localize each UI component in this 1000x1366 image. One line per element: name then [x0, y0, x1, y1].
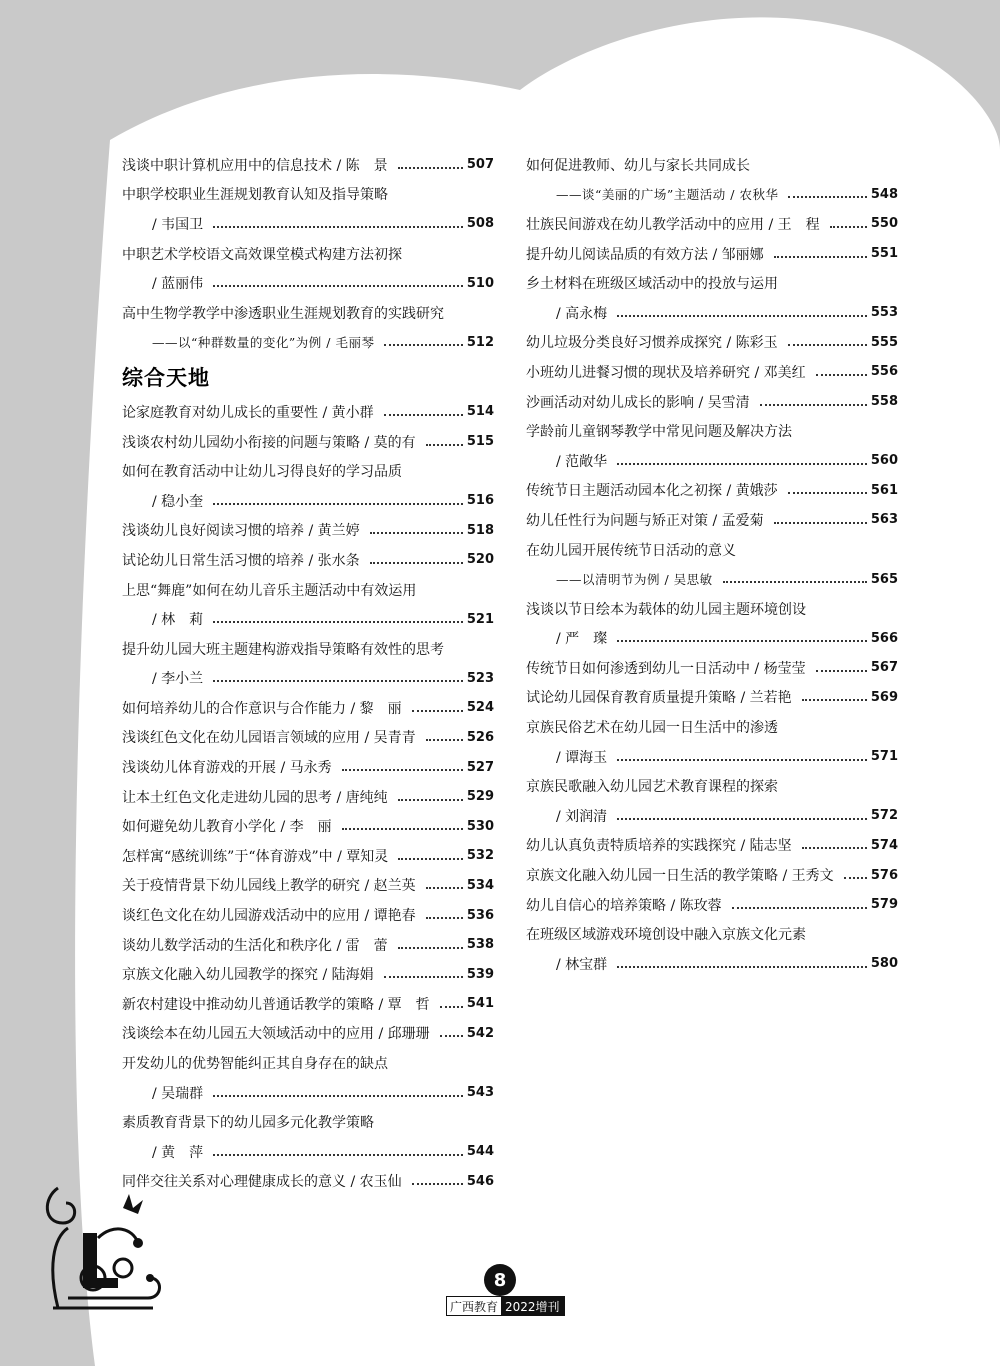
toc-entry-title: 开发幼儿的优势智能纠正其自身存在的缺点	[122, 1056, 388, 1073]
toc-entry[interactable]	[526, 150, 898, 180]
toc-entry-title: 沙画活动对幼儿成长的影响 / 吴雪清	[526, 394, 750, 411]
toc-page-number: 510	[466, 275, 494, 291]
toc-entry[interactable]	[122, 664, 494, 694]
dot-leader	[816, 374, 867, 376]
toc-page-number: 556	[870, 364, 898, 380]
toc-entry[interactable]	[122, 456, 494, 486]
toc-page-number: 515	[466, 434, 494, 450]
toc-entry[interactable]	[122, 298, 494, 328]
toc-entry[interactable]	[122, 841, 494, 871]
toc-entry[interactable]	[526, 180, 898, 210]
toc-page-number: 536	[466, 907, 494, 923]
dot-leader	[723, 581, 867, 583]
toc-entry-title: 京族文化融入幼儿园教学的探究 / 陆海娟	[122, 967, 374, 984]
toc-entry-title: 浅谈幼儿良好阅读习惯的培养 / 黄兰婷	[122, 523, 360, 540]
toc-entry-title: 在班级区域游戏环境创设中融入京族文化元素	[526, 927, 806, 944]
toc-entry[interactable]	[526, 831, 898, 861]
toc-entry-title: 乡土材料在班级区域活动中的投放与运用	[526, 276, 778, 293]
toc-entry[interactable]	[122, 545, 494, 575]
toc-entry[interactable]	[122, 180, 494, 210]
toc-entry[interactable]	[122, 989, 494, 1019]
dot-leader	[774, 256, 867, 258]
toc-entry[interactable]	[122, 397, 494, 427]
toc-entry[interactable]	[122, 516, 494, 546]
toc-entry[interactable]	[122, 1137, 494, 1167]
toc-entry-title: 浅谈中职计算机应用中的信息技术 / 陈 景	[122, 157, 388, 174]
toc-entry-title: 幼儿自信心的培养策略 / 陈玫蓉	[526, 897, 722, 914]
toc-entry-subtitle: ——谈“美丽的广场”主题活动 / 农秋华	[556, 187, 779, 203]
toc-page-number: 516	[466, 493, 494, 509]
toc-page-number: 563	[870, 512, 898, 528]
toc-page-number: 567	[870, 660, 898, 676]
toc-entry-title: 新农村建设中推动幼儿普通话教学的策略 / 覃 哲	[122, 996, 430, 1013]
toc-page-number: 558	[870, 394, 898, 410]
journal-issue: 2022增刊	[501, 1297, 564, 1315]
toc-entry-title: 幼儿认真负责特质培养的实践探究 / 陆志坚	[526, 838, 792, 855]
toc-page-number: 507	[466, 157, 494, 173]
toc-entry[interactable]	[526, 712, 898, 742]
toc-entry-title: 浅谈幼儿体育游戏的开展 / 马永秀	[122, 760, 332, 777]
dot-leader	[370, 562, 463, 564]
section-title: 综合天地	[122, 366, 210, 391]
toc-page-number: 551	[870, 246, 898, 262]
toc-page-number: 524	[466, 700, 494, 716]
toc-page-number: 561	[870, 482, 898, 498]
toc-entry-author: / 韦国卫	[152, 216, 204, 233]
page-number-badge: 8	[484, 1264, 516, 1296]
dot-leader	[213, 285, 463, 287]
toc-entry[interactable]	[122, 604, 494, 634]
toc-entry[interactable]	[122, 959, 494, 989]
toc-entry[interactable]	[122, 1048, 494, 1078]
toc-page-number: 579	[870, 897, 898, 913]
toc-page-number: 532	[466, 848, 494, 864]
toc-entry[interactable]	[122, 209, 494, 239]
toc-entry[interactable]	[122, 486, 494, 516]
toc-page-number: 534	[466, 877, 494, 893]
dot-leader	[213, 680, 463, 682]
toc-page-number: 508	[466, 216, 494, 232]
toc-entry[interactable]	[122, 782, 494, 812]
toc-entry[interactable]	[526, 209, 898, 239]
toc-entry[interactable]	[526, 890, 898, 920]
dot-leader	[412, 710, 463, 712]
toc-entry-title: 壮族民间游戏在幼儿教学活动中的应用 / 王 程	[526, 216, 820, 233]
dot-leader	[426, 444, 463, 446]
toc-entry-title: 关于疫情背景下幼儿园线上教学的研究 / 赵兰英	[122, 878, 416, 895]
toc-page-number: 512	[466, 334, 494, 350]
toc-entry[interactable]	[122, 268, 494, 298]
journal-name: 广西教育	[447, 1297, 501, 1315]
toc-entry[interactable]	[122, 150, 494, 180]
toc-entry-title: 上思“舞鹿”如何在幼儿音乐主题活动中有效运用	[122, 582, 417, 599]
toc-page-number: 518	[466, 522, 494, 538]
dot-leader	[802, 699, 867, 701]
dot-leader	[213, 226, 463, 228]
dot-leader	[844, 877, 867, 879]
toc-page-number: 523	[466, 670, 494, 686]
toc-page-number: 571	[870, 749, 898, 765]
toc-entry-title: 谈红色文化在幼儿园游戏活动中的应用 / 谭艳春	[122, 908, 416, 925]
toc-entry-title: 京族民歌融入幼儿园艺术教育课程的探索	[526, 779, 778, 796]
toc-page-number: 538	[466, 937, 494, 953]
toc-entry[interactable]	[122, 752, 494, 782]
toc-entry[interactable]	[526, 535, 898, 565]
toc-page-number: 569	[870, 689, 898, 705]
toc-entry[interactable]	[122, 693, 494, 723]
toc-page-number: 574	[870, 837, 898, 853]
dot-leader	[774, 522, 867, 524]
toc-entry[interactable]	[122, 811, 494, 841]
toc-entry-author: / 高永梅	[556, 305, 608, 322]
toc-column-left	[122, 150, 494, 1196]
toc-entry[interactable]	[122, 723, 494, 753]
toc-entry-title: 浅谈绘本在幼儿园五大领域活动中的应用 / 邱珊珊	[122, 1026, 430, 1043]
floral-corner-ornament-icon	[38, 1168, 168, 1318]
toc-entry-title: 同伴交往关系对心理健康成长的意义 / 农玉仙	[122, 1174, 402, 1191]
dot-leader	[370, 532, 463, 534]
toc-page-number: 555	[870, 334, 898, 350]
toc-entry-title: 提升幼儿园大班主题建构游戏指导策略有效性的思考	[122, 641, 444, 658]
dot-leader	[816, 670, 867, 672]
toc-entry-subtitle: ——以清明节为例 / 吴思敏	[556, 572, 713, 588]
toc-entry-title: 如何培养幼儿的合作意识与合作能力 / 黎 丽	[122, 700, 402, 717]
toc-entry-author: / 范敞华	[556, 453, 608, 470]
dot-leader	[342, 828, 463, 830]
toc-entry[interactable]	[122, 239, 494, 269]
dot-leader	[426, 739, 463, 741]
toc-entry-author: / 吴瑞群	[152, 1085, 204, 1102]
dot-leader	[617, 315, 867, 317]
toc-entry[interactable]	[526, 446, 898, 476]
toc-entry-subtitle: ——以“种群数量的变化”为例 / 毛丽琴	[152, 335, 375, 351]
toc-page-number: 530	[466, 818, 494, 834]
dot-leader	[342, 769, 463, 771]
toc-entry-author: / 李小兰	[152, 671, 204, 688]
toc-entry[interactable]	[526, 624, 898, 654]
toc-page-number: 539	[466, 966, 494, 982]
toc-entry-title: 京族文化融入幼儿园一日生活的教学策略 / 王秀文	[526, 868, 834, 885]
toc-entry[interactable]	[526, 742, 898, 772]
toc-entry[interactable]	[526, 919, 898, 949]
toc-entry-title: 如何在教育活动中让幼儿习得良好的学习品质	[122, 464, 402, 481]
dot-leader	[788, 196, 866, 198]
dot-leader	[384, 414, 463, 416]
toc-entry-title: 传统节日主题活动园本化之初探 / 黄娥莎	[526, 483, 778, 500]
toc-entry-title: 高中生物学教学中渗透职业生涯规划教育的实践研究	[122, 305, 444, 322]
toc-entry-title: 幼儿垃圾分类良好习惯养成探究 / 陈彩玉	[526, 335, 778, 352]
toc-entry-title: 试论幼儿日常生活习惯的培养 / 张水条	[122, 552, 360, 569]
toc-entry-title: 让本土红色文化走进幼儿园的思考 / 唐纯纯	[122, 789, 388, 806]
toc-page-number: 514	[466, 404, 494, 420]
dot-leader	[398, 858, 463, 860]
toc-entry[interactable]	[526, 771, 898, 801]
dot-leader	[426, 887, 463, 889]
toc-entry[interactable]	[122, 1019, 494, 1049]
toc-entry-author: / 蓝丽伟	[152, 276, 204, 293]
dot-leader	[617, 759, 867, 761]
toc-entry[interactable]	[526, 268, 898, 298]
toc-entry[interactable]	[526, 328, 898, 358]
toc-entry[interactable]	[122, 1107, 494, 1137]
dot-leader	[830, 226, 867, 228]
toc-page-number: 529	[466, 789, 494, 805]
toc-page-number: 541	[466, 996, 494, 1012]
toc-entry-title: 京族民俗艺术在幼儿园一日生活中的渗透	[526, 720, 778, 737]
toc-entry-title: 如何避免幼儿教育小学化 / 李 丽	[122, 819, 332, 836]
toc-entry[interactable]	[526, 801, 898, 831]
toc-page-number: 580	[870, 956, 898, 972]
toc-entry[interactable]	[122, 1078, 494, 1108]
dot-leader	[412, 1183, 463, 1185]
dot-leader	[732, 907, 867, 909]
dot-leader	[213, 1154, 463, 1156]
toc-entry[interactable]	[122, 427, 494, 457]
toc-entry[interactable]	[526, 357, 898, 387]
toc-entry-title: 浅谈红色文化在幼儿园语言领域的应用 / 吴青青	[122, 730, 416, 747]
toc-entry[interactable]	[526, 239, 898, 269]
toc-page-number: 520	[466, 552, 494, 568]
journal-label	[446, 1296, 565, 1316]
dot-leader	[213, 1095, 463, 1097]
toc-entry-title: 在幼儿园开展传统节日活动的意义	[526, 542, 736, 559]
toc-entry[interactable]	[526, 564, 898, 594]
toc-entry-author: / 谭海玉	[556, 749, 608, 766]
toc-entry[interactable]	[122, 634, 494, 664]
toc-page-number: 544	[466, 1144, 494, 1160]
dot-leader	[398, 167, 463, 169]
toc-page-number: 572	[870, 808, 898, 824]
dot-leader	[213, 503, 463, 505]
toc-page-number: 527	[466, 759, 494, 775]
toc-page-number: 548	[870, 186, 898, 202]
toc-entry[interactable]	[526, 949, 898, 979]
dot-leader	[617, 966, 867, 968]
toc-page-number: 566	[870, 630, 898, 646]
dot-leader	[788, 344, 867, 346]
toc-page-number: 565	[870, 571, 898, 587]
toc-entry-title: 浅谈以节日绘本为载体的幼儿园主题环境创设	[526, 601, 806, 618]
toc-page-number: 542	[466, 1025, 494, 1041]
toc-page-number: 576	[870, 867, 898, 883]
toc-entry[interactable]	[526, 476, 898, 506]
toc-entry-title: 提升幼儿阅读品质的有效方法 / 邹丽娜	[526, 246, 764, 263]
toc-entry[interactable]	[122, 328, 494, 358]
toc-entry[interactable]	[122, 900, 494, 930]
toc-entry-title: 论家庭教育对幼儿成长的重要性 / 黄小群	[122, 404, 374, 421]
toc-page-number: 546	[466, 1173, 494, 1189]
toc-entry[interactable]	[526, 860, 898, 890]
toc-entry-author: / 林 莉	[152, 612, 204, 629]
toc-entry-title: 浅谈农村幼儿园幼小衔接的问题与策略 / 莫的有	[122, 434, 416, 451]
toc-entry-author: / 稳小奎	[152, 493, 204, 510]
toc-page-number: 521	[466, 611, 494, 627]
toc-entry-title: 怎样寓“感统训练”于“体育游戏”中 / 覃知灵	[122, 848, 389, 865]
toc-entry-author: / 黄 萍	[152, 1144, 204, 1161]
toc-entry[interactable]	[526, 298, 898, 328]
toc-entry-title: 传统节日如何渗透到幼儿一日活动中 / 杨莹莹	[526, 660, 806, 677]
dot-leader	[617, 463, 867, 465]
toc-entry-title: 谈幼儿数学活动的生活化和秩序化 / 雷 蕾	[122, 937, 388, 954]
dot-leader	[802, 847, 867, 849]
toc-entry[interactable]	[526, 416, 898, 446]
toc-entry[interactable]	[122, 575, 494, 605]
dot-leader	[398, 947, 463, 949]
dot-leader	[788, 492, 867, 494]
toc-page-number: 560	[870, 453, 898, 469]
toc-page-number: 526	[466, 729, 494, 745]
dot-leader	[617, 640, 867, 642]
dot-leader	[213, 621, 463, 623]
toc-page-number: 550	[870, 216, 898, 232]
toc-page-number: 543	[466, 1085, 494, 1101]
dot-leader	[384, 976, 463, 978]
toc-entry-title: 中职学校职业生涯规划教育认知及指导策略	[122, 187, 388, 204]
toc-entry-title: 如何促进教师、幼儿与家长共同成长	[526, 157, 750, 174]
toc-entry-title: 学龄前儿童钢琴教学中常见问题及解决方法	[526, 424, 792, 441]
dot-leader	[398, 799, 463, 801]
toc-entry[interactable]	[526, 594, 898, 624]
toc-entry[interactable]	[526, 653, 898, 683]
toc-entry[interactable]	[526, 505, 898, 535]
toc-entry-author: / 刘润清	[556, 808, 608, 825]
toc-entry-author: / 严 璨	[556, 631, 608, 648]
toc-entry[interactable]	[526, 683, 898, 713]
toc-page-number: 553	[870, 305, 898, 321]
dot-leader	[440, 1035, 463, 1037]
toc-entry[interactable]	[526, 387, 898, 417]
dot-leader	[384, 344, 462, 346]
toc-entry-title: 试论幼儿园保育教育质量提升策略 / 兰若艳	[526, 690, 792, 707]
dot-leader	[440, 1006, 463, 1008]
dot-leader	[426, 917, 463, 919]
toc-entry[interactable]	[122, 930, 494, 960]
dot-leader	[617, 818, 867, 820]
dot-leader	[760, 404, 867, 406]
toc-column-right	[526, 150, 898, 979]
toc-entry-title: 中职艺术学校语文高效课堂模式构建方法初探	[122, 246, 402, 263]
toc-entry[interactable]	[122, 1167, 494, 1197]
toc-entry[interactable]	[122, 871, 494, 901]
toc-entry-title: 素质教育背景下的幼儿园多元化教学策略	[122, 1115, 374, 1132]
toc-entry-title: 小班幼儿进餐习惯的现状及培养研究 / 邓美红	[526, 364, 806, 381]
toc-entry-author: / 林宝群	[556, 956, 608, 973]
toc-entry-title: 幼儿任性行为问题与矫正对策 / 孟爱菊	[526, 512, 764, 529]
